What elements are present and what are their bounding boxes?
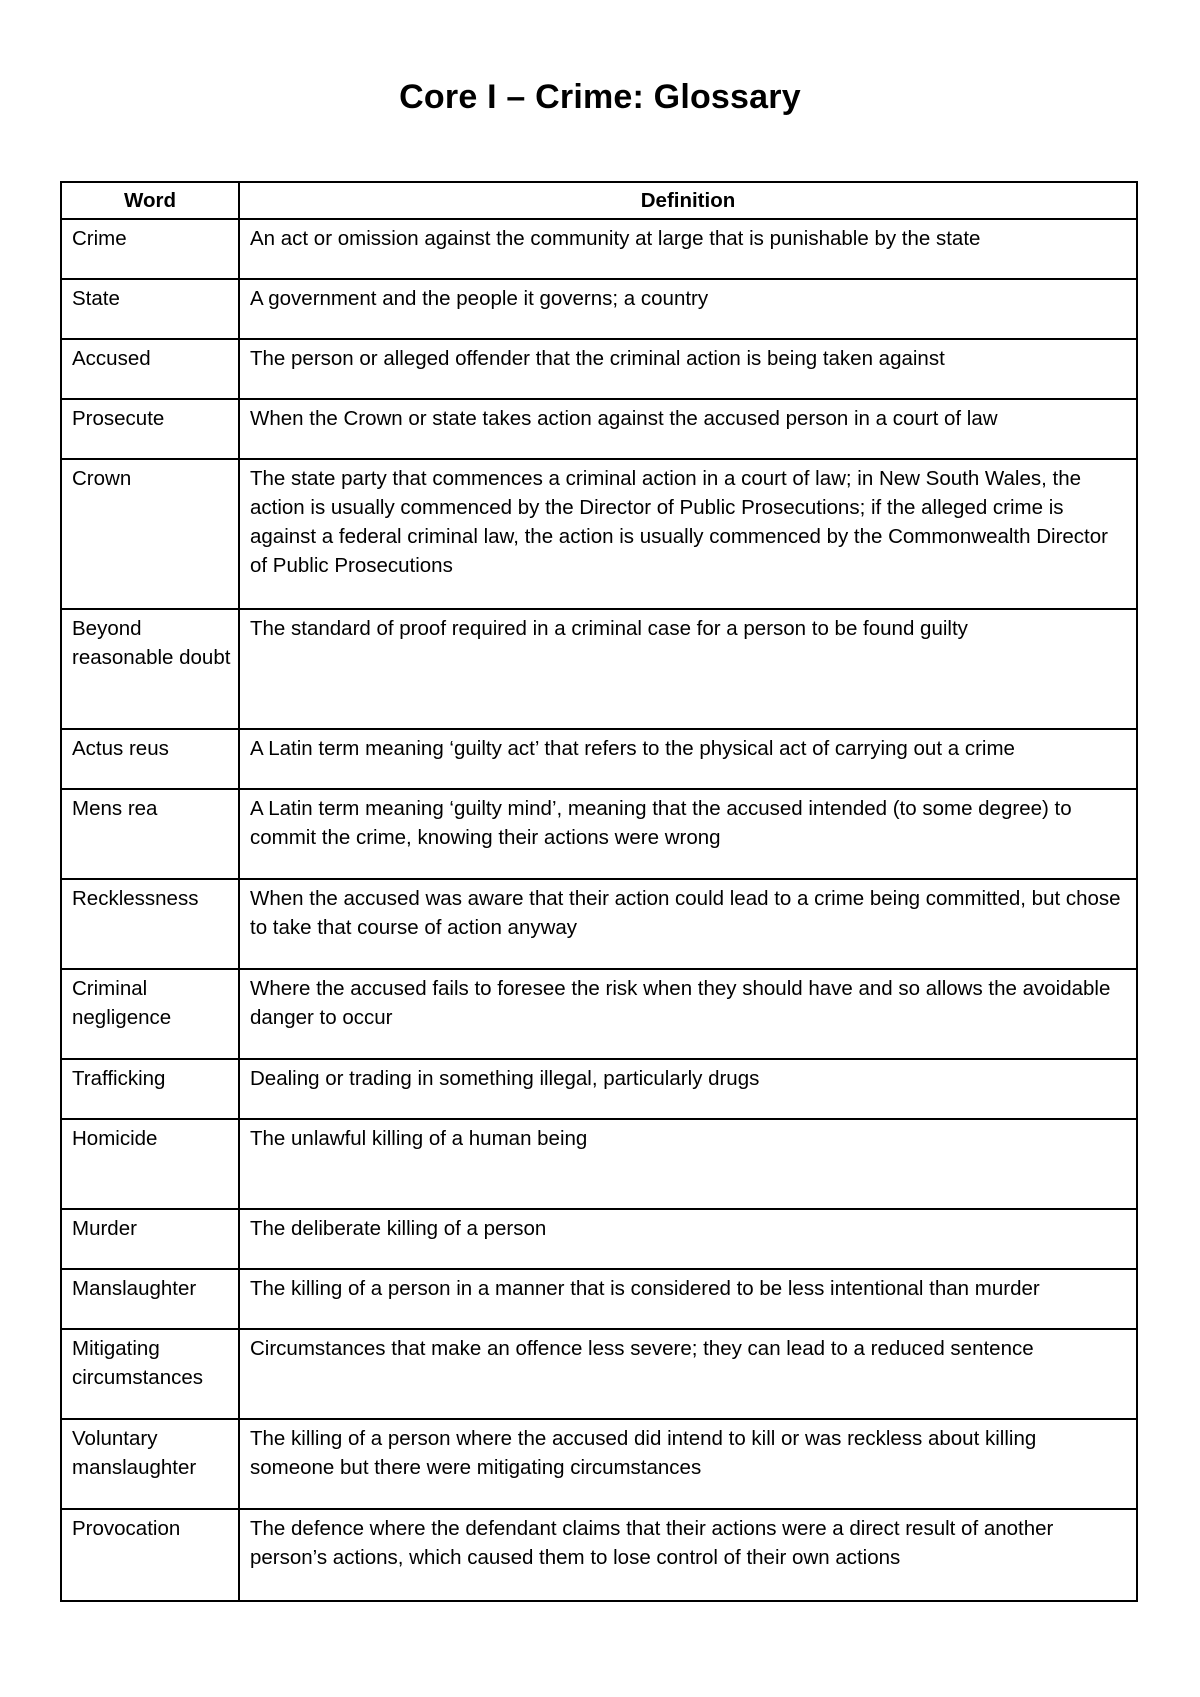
table-row (61, 1509, 1137, 1601)
table-row (61, 459, 1137, 609)
definition-cell: The defence where the defendant claims that their actions were a direct result of another person’s actions, which caused them to lose control of their own actions (239, 1509, 1137, 1601)
table-row (61, 1059, 1137, 1119)
term-cell: Crime (61, 219, 239, 279)
definition-cell: The killing of a person where the accused did intend to kill or was reckless about killing someone but there were mitigating circumstances (239, 1419, 1137, 1509)
term-cell: Manslaughter (61, 1269, 239, 1329)
table-row (61, 609, 1137, 729)
column-header-definition: Definition (239, 182, 1137, 219)
table-row (61, 1119, 1137, 1209)
table-row (61, 1419, 1137, 1509)
definition-cell: The killing of a person in a manner that is considered to be less intentional than murder (239, 1269, 1137, 1329)
term-cell: Criminal negligence (61, 969, 239, 1059)
term-cell: Crown (61, 459, 239, 609)
column-header-word: Word (61, 182, 239, 219)
term-cell: Trafficking (61, 1059, 239, 1119)
definition-cell: When the accused was aware that their action could lead to a crime being committed, but chose to take that course of action anyway (239, 879, 1137, 969)
definition-cell: The deliberate killing of a person (239, 1209, 1137, 1269)
table-row (61, 789, 1137, 879)
term-cell: Homicide (61, 1119, 239, 1209)
term-cell: Recklessness (61, 879, 239, 969)
table-row (61, 1329, 1137, 1419)
table-row (61, 339, 1137, 399)
term-cell: Murder (61, 1209, 239, 1269)
definition-cell: The person or alleged offender that the criminal action is being taken against (239, 339, 1137, 399)
table-row (61, 729, 1137, 789)
table-row (61, 279, 1137, 339)
term-cell: Mens rea (61, 789, 239, 879)
table-row (61, 399, 1137, 459)
definition-cell: When the Crown or state takes action against the accused person in a court of law (239, 399, 1137, 459)
definition-cell: Circumstances that make an offence less severe; they can lead to a reduced sentence (239, 1329, 1137, 1419)
page-title: Core I – Crime: Glossary (399, 78, 801, 116)
term-cell: Voluntary manslaughter (61, 1419, 239, 1509)
definition-cell: A government and the people it governs; a country (239, 279, 1137, 339)
term-cell: Beyond reasonable doubt (61, 609, 239, 729)
table-header-row (61, 182, 1137, 219)
term-cell: State (61, 279, 239, 339)
term-cell: Prosecute (61, 399, 239, 459)
table-row (61, 1269, 1137, 1329)
table-row (61, 219, 1137, 279)
term-cell: Provocation (61, 1509, 239, 1601)
definition-cell: The unlawful killing of a human being (239, 1119, 1137, 1209)
definition-cell: A Latin term meaning ‘guilty act’ that refers to the physical act of carrying out a crime (239, 729, 1137, 789)
term-cell: Actus reus (61, 729, 239, 789)
definition-cell: A Latin term meaning ‘guilty mind’, meaning that the accused intended (to some degree) to commit the crime, knowing their actions were wrong (239, 789, 1137, 879)
definition-cell: The standard of proof required in a criminal case for a person to be found guilty (239, 609, 1137, 729)
definition-cell: Dealing or trading in something illegal, particularly drugs (239, 1059, 1137, 1119)
table-row (61, 1209, 1137, 1269)
table-row (61, 879, 1137, 969)
definition-cell: An act or omission against the community at large that is punishable by the state (239, 219, 1137, 279)
table-row (61, 969, 1137, 1059)
glossary-table (60, 181, 1138, 1602)
term-cell: Mitigating circumstances (61, 1329, 239, 1419)
term-cell: Accused (61, 339, 239, 399)
definition-cell: The state party that commences a criminal action in a court of law; in New South Wales, the action is usually commenced by the Director of Public Prosecutions; if the alleged crime is against a federal criminal law, the action is usually commenced by the Commonwealth Director of Public Prosecutions (239, 459, 1137, 609)
definition-cell: Where the accused fails to foresee the risk when they should have and so allows the avoidable danger to occur (239, 969, 1137, 1059)
